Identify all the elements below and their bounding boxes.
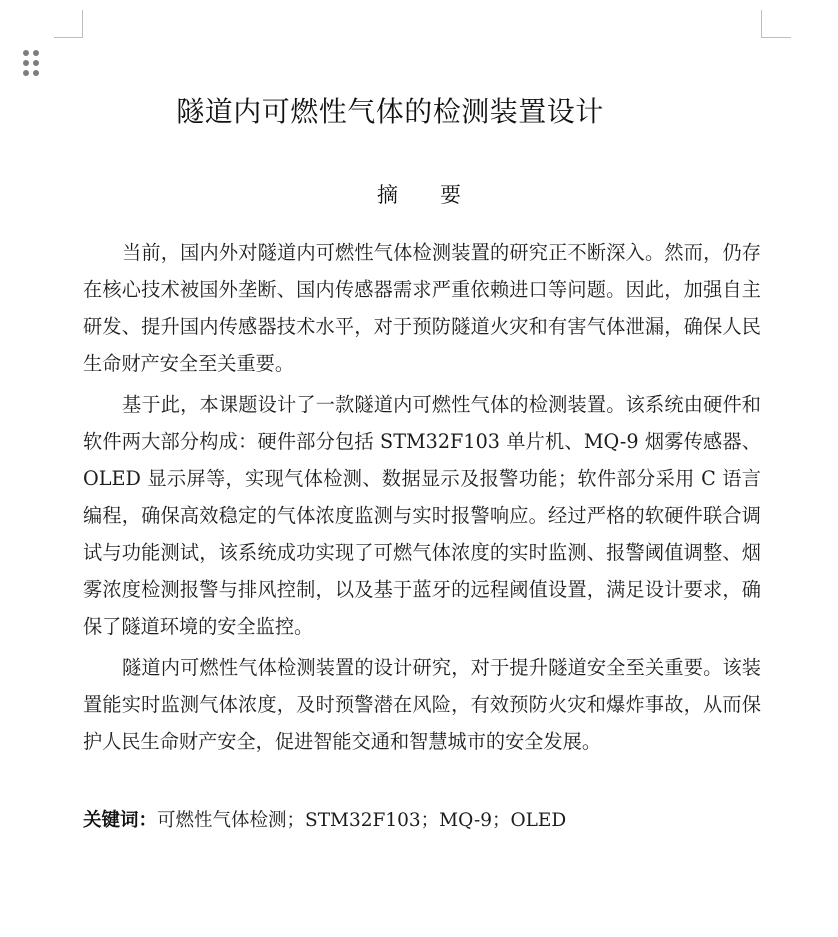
abstract-paragraph-2: 基于此，本课题设计了一款隧道内可燃性气体的检测装置。该系统由硬件和软件两大部分构成：硬件部分包括 STM32F103 单片机、MQ-9 烟雾传感器、OLED 显示屏等，实现气体检测、数据显示及报警功能；软件部分采用 C 语言编程，确保高效稳定的气体浓度监测与实时报警响应。经过严格的软硬件联合调试与功能测试，该系统成功实现了可燃气体浓度的实时监测、报警阈值调整、烟雾浓度检测报警与排风控制，以及基于蓝牙的远程阈值设置，满足设计要求，确保了隧道环境的安全监控。: [83, 393, 761, 638]
abstract-paragraph-3: 隧道内可燃性气体检测装置的设计研究，对于提升隧道安全至关重要。该装置能实时监测气体浓度，及时预警潜在风险，有效预防火灾和爆炸事故，从而保护人民生命财产安全，促进智能交通和智慧城市的安全发展。: [83, 656, 761, 753]
keywords-label: 关键词：: [83, 810, 158, 831]
keywords-values: 可燃性气体检测；STM32F103；MQ-9；OLED: [157, 810, 567, 831]
abstract-heading-char-1: 摘: [377, 183, 398, 207]
drag-dot: [23, 70, 29, 76]
drag-dot: [23, 60, 29, 66]
drag-handle-icon[interactable]: [23, 50, 43, 80]
abstract-paragraph-1: 当前，国内外对隧道内可燃性气体检测装置的研究正不断深入。然而，仍存在核心技术被国外垄断、国内传感器需求严重依赖进口等问题。因此，加强自主研发、提升国内传感器技术水平，对于预防隧道火灾和有害气体泄漏，确保人民生命财产安全至关重要。: [83, 241, 761, 375]
drag-dot: [33, 70, 39, 76]
top-left-margin-mark: [54, 10, 83, 38]
document-title: 隧道内可燃性气体的检测装置设计: [176, 95, 604, 128]
keywords-line: [83, 806, 763, 836]
abstract-heading: [0, 180, 838, 210]
drag-dot: [33, 50, 39, 56]
drag-dot: [33, 60, 39, 66]
drag-dot: [23, 50, 29, 56]
abstract-heading-char-2: 要: [440, 183, 461, 207]
top-right-margin-mark: [761, 10, 791, 38]
abstract-body: [83, 234, 761, 764]
